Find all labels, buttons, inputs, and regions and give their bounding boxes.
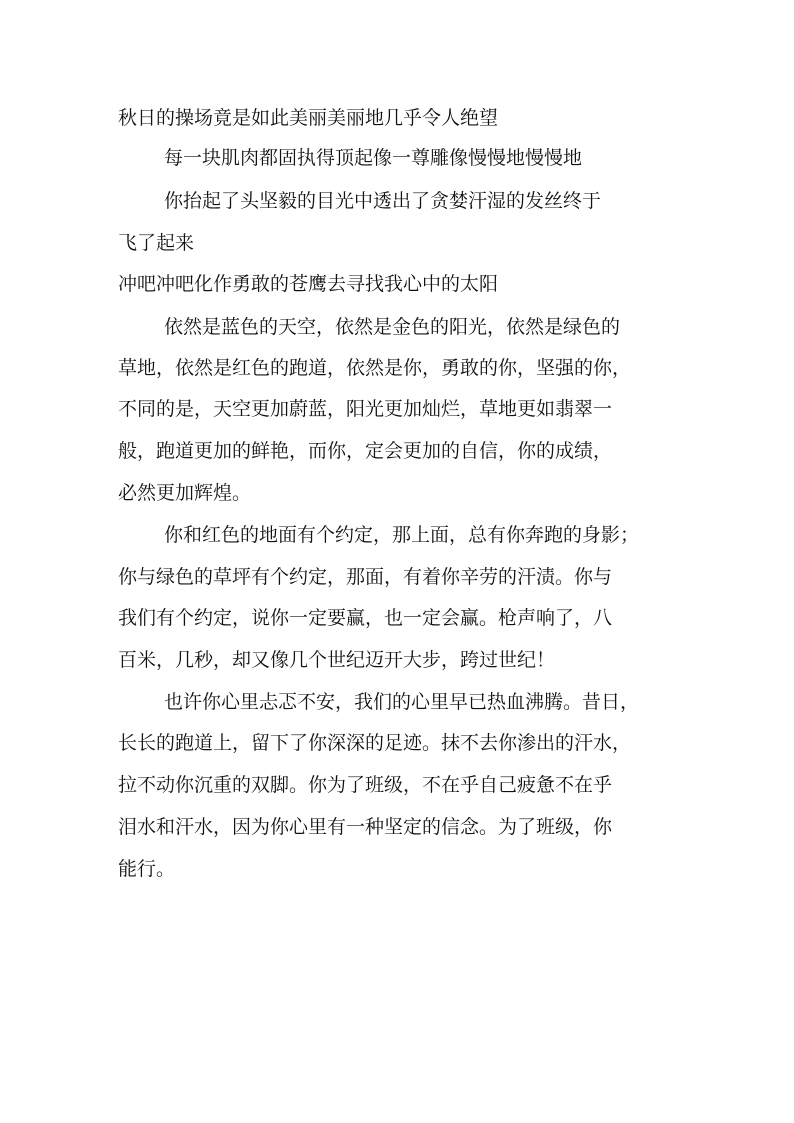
text-line: 长长的跑道上，留下了你深深的足迹。抹不去你渗出的汗水， — [118, 732, 632, 754]
text-line: 你抬起了头坚毅的目光中透出了贪婪汗湿的发丝终于 — [164, 190, 602, 212]
text-line: 你与绿色的草坪有个约定，那面，有着你辛劳的汗渍。你与 — [118, 566, 613, 588]
text-line: 百米，几秒，却又像几个世纪迈开大步，跨过世纪！ — [118, 649, 556, 671]
text-line: 每一块肌肉都固执得顶起像一尊雕像慢慢地慢慢地 — [164, 147, 583, 169]
text-line: 我们有个约定，说你一定要赢，也一定会赢。枪声响了，八 — [118, 607, 613, 629]
text-line: 般，跑道更加的鲜艳，而你，定会更加的自信，你的成绩， — [118, 440, 613, 462]
text-line: 冲吧冲吧化作勇敢的苍鹰去寻找我心中的太阳 — [118, 273, 499, 295]
text-line: 拉不动你沉重的双脚。你为了班级，不在乎自己疲惫不在乎 — [118, 774, 613, 796]
text-line: 也许你心里忐忑不安，我们的心里早已热血沸腾。昔日， — [164, 691, 640, 713]
text-line: 你和红色的地面有个约定，那上面，总有你奔跑的身影； — [164, 524, 640, 546]
text-line: 飞了起来 — [118, 232, 195, 254]
text-line: 秋日的操场竟是如此美丽美丽地几乎令人绝望 — [118, 107, 499, 129]
text-line: 依然是蓝色的天空，依然是金色的阳光，依然是绿色的 — [164, 316, 621, 338]
text-line: 草地，依然是红色的跑道，依然是你，勇敢的你，坚强的你， — [118, 357, 632, 379]
text-line: 泪水和汗水，因为你心里有一种坚定的信念。为了班级，你 — [118, 816, 613, 838]
text-line: 能行。 — [118, 858, 176, 880]
text-line: 不同的是，天空更加蔚蓝，阳光更加灿烂，草地更如翡翠一 — [118, 398, 613, 420]
text-line: 必然更加辉煌。 — [118, 482, 252, 504]
